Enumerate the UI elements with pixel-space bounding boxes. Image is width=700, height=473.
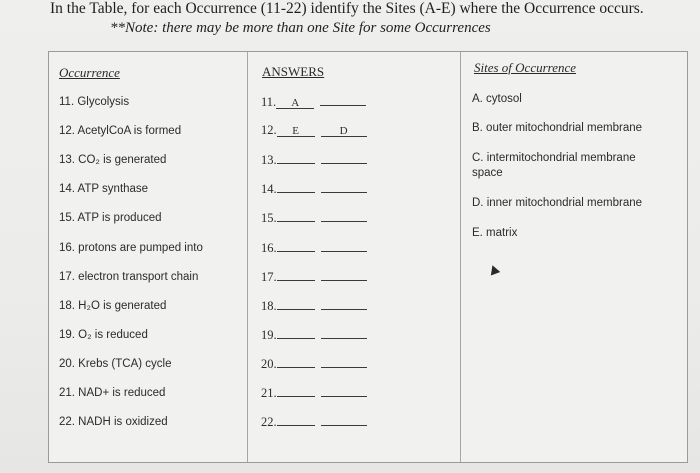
answer-blank[interactable] — [321, 298, 367, 310]
answer-row — [261, 298, 367, 314]
answer-blank[interactable] — [277, 269, 315, 281]
site-item: C. intermitochondrial membrane space — [472, 152, 636, 179]
site-item: E. matrix — [472, 227, 518, 239]
column-divider — [247, 52, 248, 462]
answer-number: 21. — [261, 386, 277, 400]
occurrence-item: 14. ATP synthase — [59, 183, 149, 196]
answer-row — [261, 210, 367, 226]
occurrence-item: 16. protons are pumped into — [59, 241, 203, 254]
column-divider — [460, 52, 461, 462]
occurrence-item: 20. Krebs (TCA) cycle — [59, 357, 172, 370]
answer-blank[interactable] — [321, 181, 367, 193]
answer-blank[interactable] — [277, 240, 315, 252]
answer-number: 13. — [261, 153, 277, 168]
instructions-note: **Note: there may be more than one Site for some Occurrences — [110, 20, 491, 36]
answer-blank[interactable] — [321, 269, 367, 281]
answer-blank[interactable] — [277, 327, 315, 339]
answer-row — [261, 269, 367, 285]
answer-blank[interactable] — [277, 181, 315, 193]
answer-blank[interactable] — [277, 210, 315, 222]
occurrence-item: 22. NADH is oxidized — [59, 416, 168, 429]
answer-blank[interactable] — [321, 385, 367, 397]
site-item: A. cytosol — [472, 93, 522, 105]
answer-blank[interactable] — [321, 327, 367, 339]
answer-blank[interactable] — [277, 414, 315, 426]
answer-number: 22. — [261, 415, 277, 430]
occurrence-item: 17. electron transport chain — [59, 270, 199, 283]
answer-blank[interactable] — [277, 385, 315, 397]
answer-blank[interactable] — [320, 94, 366, 106]
answer-blank[interactable] — [277, 356, 315, 368]
answer-blank[interactable]: D — [321, 125, 367, 137]
occurrence-item: 15. ATP is produced — [59, 212, 162, 225]
answer-row — [261, 181, 367, 197]
occurrence-item: 13. CO₂ is generated — [59, 154, 167, 167]
answer-blank[interactable]: E — [277, 125, 315, 137]
answer-number: 14. — [261, 182, 277, 197]
answer-row — [261, 414, 367, 430]
answer-row — [261, 327, 367, 343]
occurrence-item: 18. H₂O is generated — [59, 299, 167, 312]
answer-blank[interactable] — [277, 152, 315, 164]
occurrence-item: 19. O₂ is reduced — [59, 328, 148, 341]
answers-column-header: ANSWERS — [262, 64, 325, 79]
answer-row — [261, 94, 366, 110]
answer-blank[interactable]: A — [276, 97, 314, 109]
answer-blank[interactable] — [277, 298, 315, 310]
mouse-cursor-icon — [488, 264, 500, 276]
occurrence-item: 21. NAD+ is reduced — [59, 387, 166, 399]
answer-blank[interactable] — [321, 152, 367, 164]
occurrence-column-header: Occurrence — [59, 65, 120, 80]
answer-number: 17. — [261, 269, 277, 284]
occurrence-item: 11. Glycolysis — [59, 96, 130, 108]
answer-blank[interactable] — [321, 356, 367, 368]
answer-row — [261, 152, 367, 168]
answer-number: 18. — [261, 298, 277, 313]
site-item: D. inner mitochondrial membrane — [472, 197, 643, 209]
answer-number: 15. — [261, 211, 277, 226]
sites-column-header: Sites of Occurrence — [474, 60, 577, 75]
answer-number: 12. — [261, 123, 277, 138]
answer-number: 20. — [261, 356, 277, 371]
answer-row — [261, 240, 367, 256]
instructions-line-1: In the Table, for each Occurrence (11-22) identify the Sites (A-E) where the Occurrence occurs. — [50, 0, 644, 17]
answer-blank[interactable] — [321, 414, 367, 426]
answer-row — [261, 356, 367, 372]
answer-number: 19. — [261, 327, 277, 342]
answer-number: 11. — [261, 95, 277, 109]
occurrence-item: 12. AcetylCoA is formed — [59, 125, 182, 138]
answer-number: 16. — [261, 240, 277, 255]
occurrence-table — [48, 51, 688, 463]
site-item: B. outer mitochondrial membrane — [472, 122, 643, 134]
answer-row — [261, 385, 367, 401]
answer-row — [261, 123, 367, 138]
answer-blank[interactable] — [321, 210, 367, 222]
answer-blank[interactable] — [321, 240, 367, 252]
